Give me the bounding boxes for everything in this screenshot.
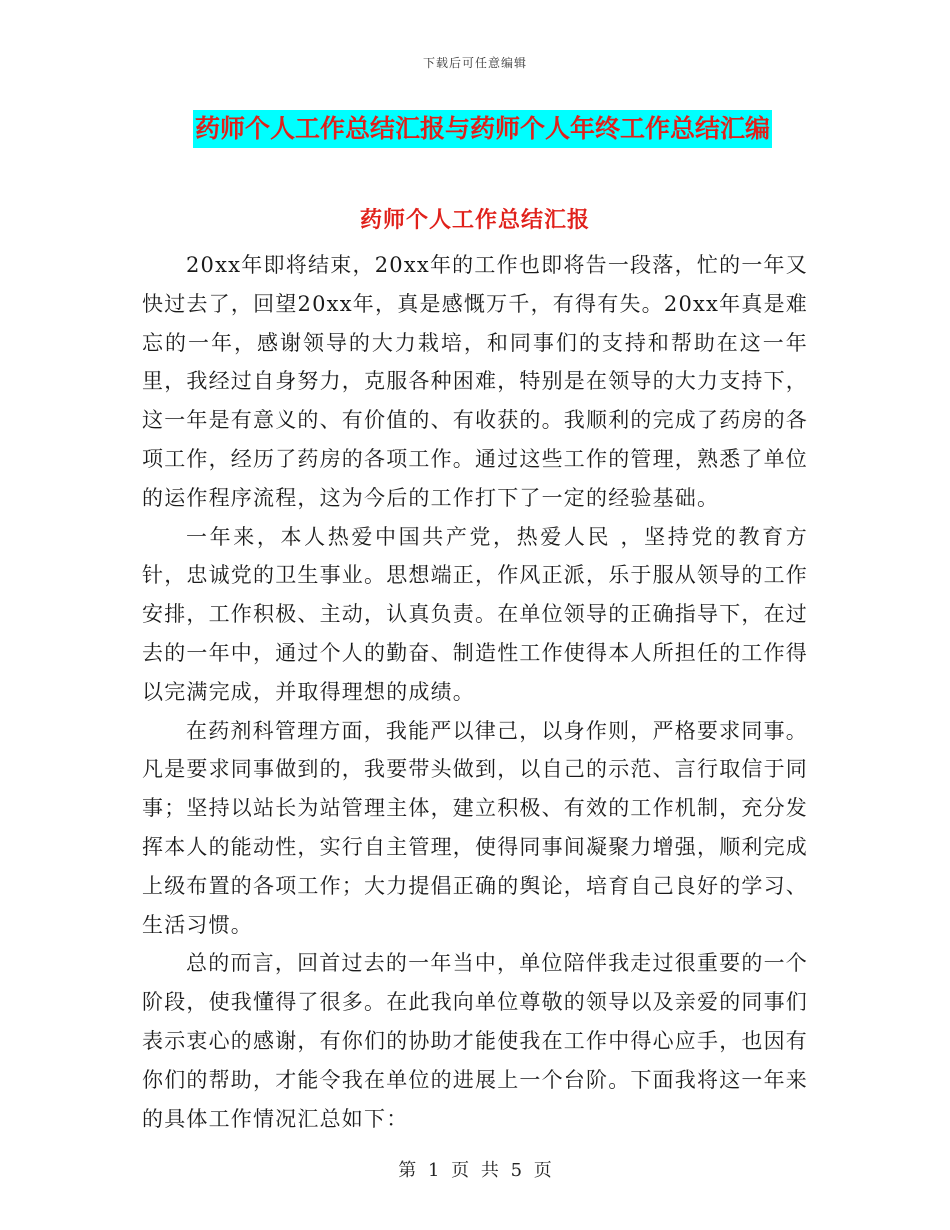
paragraph: 20xx年即将结束，20xx年的工作也即将告一段落，忙的一年又快过去了，回望20xx年，真是感慨万千，有得有失。20xx年真是难忘的一年，感谢领导的大力栽培，和同事们的支持和帮助在这一年里，我经过自身努力，克服各种困难，特别是在领导的大力支持下，这一年是有意义的、有价值的、有收获的。我顺利的完成了药房的各项工作，经历了药房的各项工作。通过这些工作的管理，熟悉了单位的运作程序流程，这为今后的工作打下了一定的经验基础。 (142, 253, 808, 510)
paragraph: 在药剂科管理方面，我能严以律己，以身作则，严格要求同事。凡是要求同事做到的，我要带头做到，以自己的示范、言行取信于同事；坚持以站长为站管理主体，建立积极、有效的工作机制，充分发挥本人的能动性，实行自主管理，使得同事间凝聚力增强，顺利完成上级布置的各项工作；大力提倡正确的舆论，培育自己良好的学习、生活习惯。 (142, 718, 808, 937)
body-text (142, 246, 808, 1138)
header-note: 下载后可任意编辑 (422, 56, 527, 70)
paragraph: 一年来，本人热爱中国共产党，热爱人民 ，坚持党的教育方针，忠诚党的卫生事业。思想端正，作风正派，乐于服从领导的工作安排，工作积极、主动，认真负责。在单位领导的正确指导下，在过去的一年中，通过个人的勤奋、制造性工作使得本人所担任的工作得以完满完成，并取得理想的成绩。 (142, 524, 808, 704)
paragraph: 总的而言，回首过去的一年当中，单位陪伴我走过很重要的一个阶段，使我懂得了很多。在此我向单位尊敬的领导以及亲爱的同事们表示衷心的感谢，有你们的协助才能使我在工作中得心应手，也因有你们的帮助，才能令我在单位的进展上一个台阶。下面我将这一年来的具体工作情况汇总如下： (142, 951, 808, 1131)
page-footer: 第 1 页 共 5 页 (398, 1160, 552, 1181)
document-title: 药师个人工作总结汇报与药师个人年终工作总结汇编 (193, 110, 772, 148)
section-title: 药师个人工作总结汇报 (359, 207, 590, 233)
